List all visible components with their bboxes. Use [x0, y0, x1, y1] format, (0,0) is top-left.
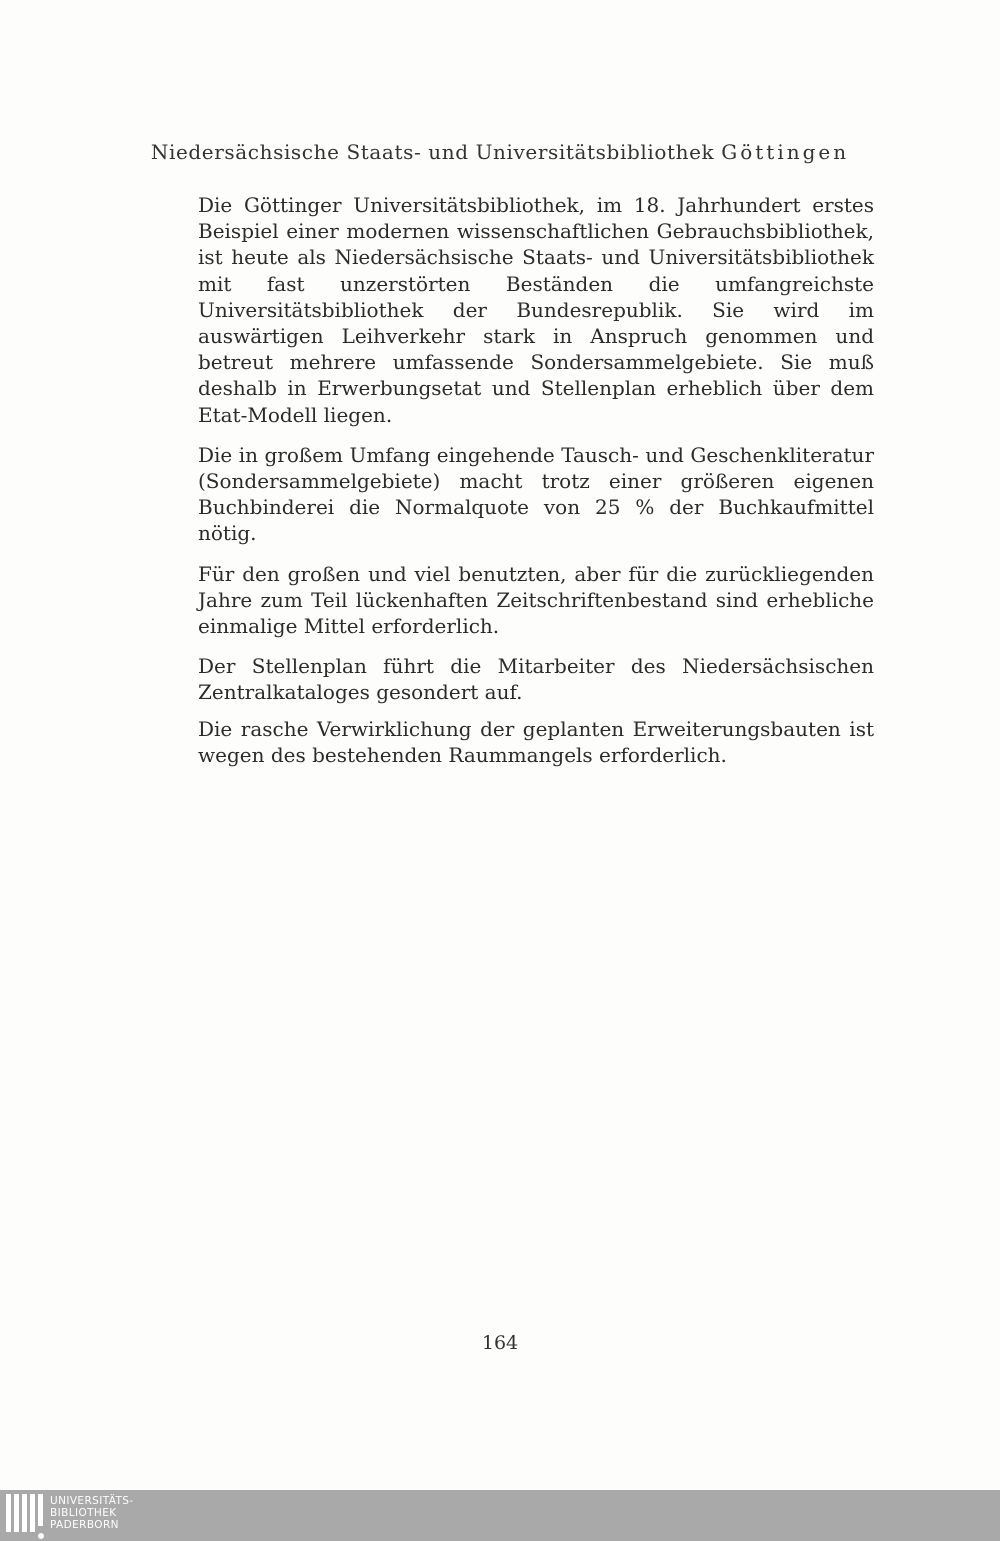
paragraph-1: Die Göttinger Universitätsbibliothek, im 18. Jahrhundert erstes Beispiel einer modernen wissenschaftlichen Gebrauchsbibliothek, ist heute als Niedersächsische Staats- und Universitätsbibliothek mit fast unzerstörten Beständen die umfangreichste Universitätsbibliothek der Bundesrepublik. Sie wird im auswärtigen Leihverkehr stark in Anspruch genommen und betreut mehrere umfassende Sondersammelgebiete. Sie muß deshalb in Erwerbungsetat und Stellenplan erheblich über dem Etat-Modell liegen.	[198, 193, 874, 427]
library-logo-line-1: UNIVERSITÄTS-	[50, 1495, 134, 1507]
library-logo-text	[50, 1494, 134, 1531]
paragraph-4: Der Stellenplan führt die Mitarbeiter des Niedersächsischen Zentralkataloges gesondert auf.	[198, 654, 874, 705]
library-footer-bar	[0, 1490, 1000, 1541]
library-logo-line-2: BIBLIOTHEK	[50, 1507, 117, 1519]
page-number: 164	[481, 1332, 519, 1354]
running-head-title: Niedersächsische Staats- und Universitätsbibliothek	[150, 140, 715, 164]
paragraph-2: Die in großem Umfang eingehende Tausch- und Geschenkliteratur (Sondersammelgebiete) macht trotz einer größeren eigenen Buchbinderei die Normalquote von 25 % der Buchkaufmittel nötig.	[198, 442, 874, 546]
library-logo-line-3: PADERBORN	[50, 1519, 119, 1531]
running-head-city: Göttingen	[721, 140, 850, 164]
library-logo	[6, 1494, 134, 1538]
running-head	[0, 140, 1000, 164]
paragraph-3: Für den großen und viel benutzten, aber für die zurückliegenden Jahre zum Teil lückenhaften Zeitschriftenbestand sind erhebliche einmalige Mittel erforderlich.	[198, 561, 874, 639]
body-text	[198, 192, 874, 782]
paragraph-5: Die rasche Verwirklichung der geplanten Erweiterungsbauten ist wegen des bestehenden Raummangels erforderlich.	[198, 716, 874, 767]
library-logo-bars-icon	[6, 1494, 46, 1538]
